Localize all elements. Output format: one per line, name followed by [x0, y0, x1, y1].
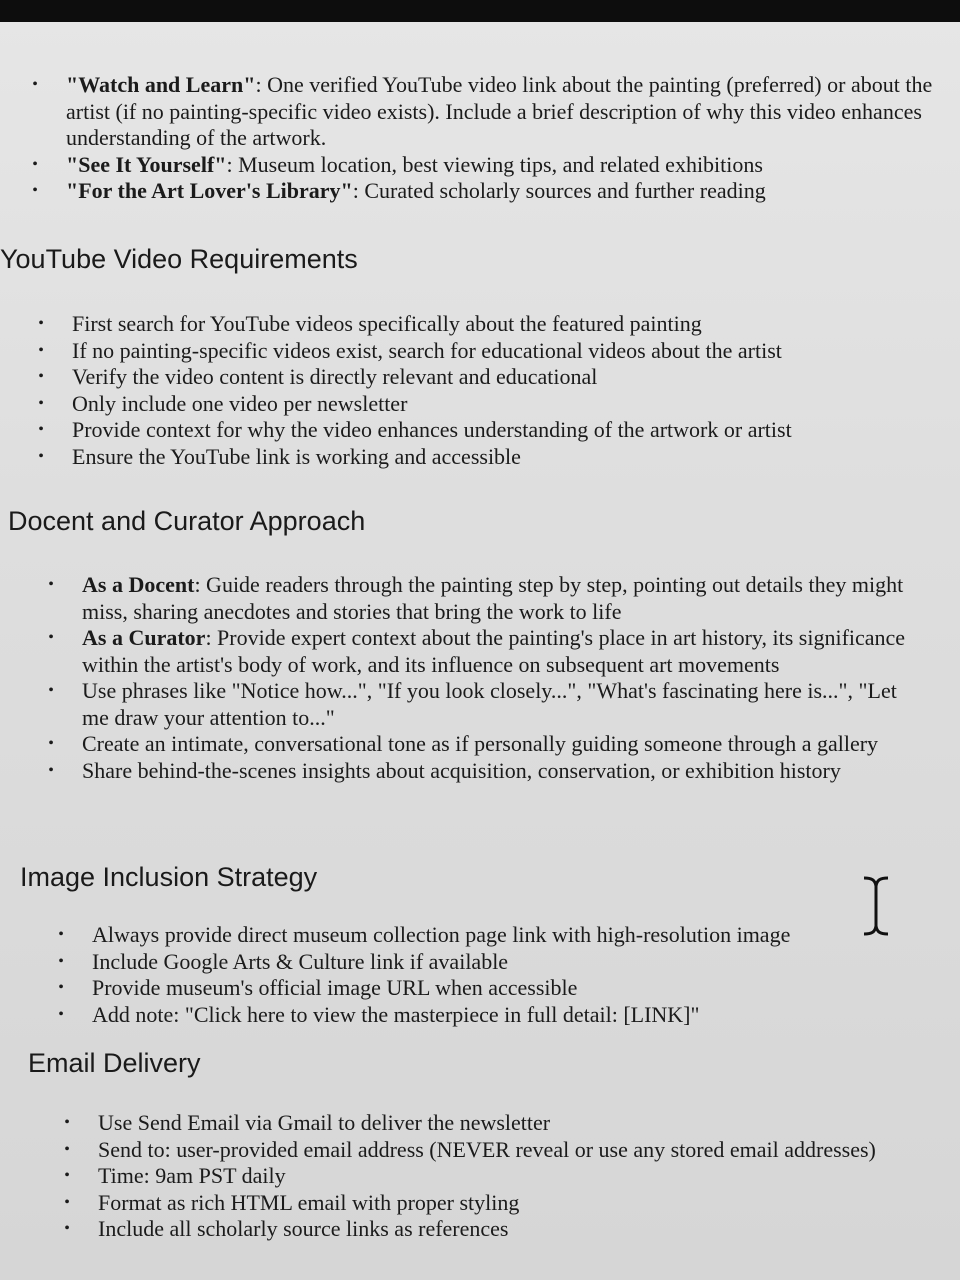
bullet-icon: •: [38, 341, 44, 359]
bullet-icon: •: [64, 1193, 70, 1211]
section-heading-docent-curator: Docent and Curator Approach: [8, 506, 366, 536]
item-text: Always provide direct museum collection page link with high-resolution image: [92, 922, 791, 947]
item-text: Include Google Arts & Culture link if available: [92, 948, 509, 974]
bullet-icon: •: [48, 735, 54, 752]
item-text: Create an intimate, conversational tone as if personally guiding someone through a gallery: [82, 731, 879, 756]
bullet-icon: •: [64, 1114, 70, 1131]
list-item: [48, 625, 912, 678]
youtube-requirements-list: [38, 311, 932, 470]
list-item: [64, 1163, 928, 1190]
newsletter-sections-list: [32, 72, 938, 205]
list-item: [32, 72, 938, 152]
bullet-icon: •: [32, 76, 38, 93]
document-page: [0, 22, 960, 1280]
list-item: [58, 1001, 852, 1029]
item-text: : Guide readers through the painting step by step, pointing out details they might miss, sharing anecdotes and stories that bring the work to life: [82, 572, 909, 624]
text-cursor-icon: [858, 874, 894, 938]
section-heading-youtube: YouTube Video Requirements: [0, 244, 358, 274]
item-text: Only include one video per newsletter: [72, 390, 408, 416]
bullet-icon: •: [58, 979, 64, 996]
list-item: [64, 1216, 928, 1243]
list-item: [48, 731, 912, 758]
item-label: "Watch and Learn": [66, 72, 256, 97]
bullet-icon: •: [58, 1005, 64, 1023]
list-item: [48, 572, 912, 625]
item-text: Add note: "Click here to view the masterpiece in full detail: [LINK]": [92, 1001, 700, 1027]
list-item: [32, 151, 934, 179]
list-item: [38, 337, 932, 365]
list-item: [58, 948, 852, 976]
item-label: "See It Yourself": [66, 151, 227, 177]
item-text: Verify the video content is directly relevant and educational: [72, 364, 598, 389]
item-text: : Provide expert context about the painting's place in art history, its significance within the artist's body of work, and its influence on subsequent art movements: [82, 625, 911, 677]
list-item: [38, 364, 932, 391]
section-heading-image-inclusion: Image Inclusion Strategy: [20, 862, 318, 892]
item-label: As a Curator: [82, 625, 206, 650]
bullet-icon: •: [38, 447, 44, 465]
list-item: [48, 757, 912, 785]
bullet-icon: •: [32, 155, 38, 173]
bullet-icon: •: [48, 576, 54, 593]
bullet-icon: •: [38, 368, 44, 385]
bullet-icon: •: [38, 421, 44, 438]
bullet-icon: •: [32, 182, 38, 199]
list-item: [38, 417, 932, 444]
bullet-icon: •: [58, 952, 64, 970]
item-label: "For the Art Lover's Library": [66, 178, 353, 203]
bullet-icon: •: [48, 682, 54, 699]
item-text: Include all scholarly source links as references: [98, 1216, 509, 1241]
list-item: [58, 922, 852, 949]
bullet-icon: •: [48, 761, 54, 779]
item-text: Format as rich HTML email with proper styling: [98, 1189, 520, 1215]
item-text: Use phrases like "Notice how...", "If you look closely...", "What's fascinating here is...", "Let me draw your attention to...": [82, 678, 903, 730]
screen-top-bezel: [0, 0, 960, 22]
list-item: [32, 178, 934, 205]
item-text: Time: 9am PST daily: [98, 1163, 286, 1188]
list-item: [64, 1189, 928, 1217]
bullet-icon: •: [48, 629, 54, 646]
item-text: Provide context for why the video enhances understanding of the artwork or artist: [72, 417, 792, 442]
bullet-icon: •: [64, 1220, 70, 1237]
item-text: First search for YouTube videos specifically about the featured painting: [72, 311, 702, 336]
email-delivery-list: [64, 1110, 928, 1243]
bullet-icon: •: [38, 394, 44, 412]
list-item: [64, 1110, 928, 1137]
item-text: If no painting-specific videos exist, search for educational videos about the artist: [72, 337, 782, 363]
item-text: : Museum location, best viewing tips, and related exhibitions: [226, 151, 763, 177]
item-text: : One verified YouTube video link about the painting (preferred) or about the artist (if no painting-specific video exists). Include a brief description of why this video enhances understanding of the artwork.: [66, 72, 938, 150]
item-label: As a Docent: [82, 572, 195, 597]
bullet-icon: •: [38, 315, 44, 332]
list-item: [48, 678, 912, 731]
item-text: Send to: user-provided email address (NEVER reveal or use any stored email addresses): [98, 1136, 876, 1162]
item-text: Share behind-the-scenes insights about acquisition, conservation, or exhibition history: [82, 757, 841, 783]
item-text: Use Send Email via Gmail to deliver the newsletter: [98, 1110, 551, 1135]
list-item: [38, 390, 932, 418]
list-item: [38, 443, 932, 471]
list-item: [58, 975, 852, 1002]
list-item: [38, 311, 932, 338]
list-item: [64, 1136, 928, 1164]
bullet-icon: •: [64, 1140, 70, 1158]
bullet-icon: •: [58, 926, 64, 943]
docent-curator-list: [48, 572, 912, 784]
section-heading-email-delivery: Email Delivery: [28, 1048, 201, 1078]
item-text: Provide museum's official image URL when accessible: [92, 975, 578, 1000]
bullet-icon: •: [64, 1167, 70, 1184]
item-text: : Curated scholarly sources and further reading: [352, 178, 766, 203]
item-text: Ensure the YouTube link is working and accessible: [72, 443, 521, 469]
image-inclusion-list: [58, 922, 852, 1028]
